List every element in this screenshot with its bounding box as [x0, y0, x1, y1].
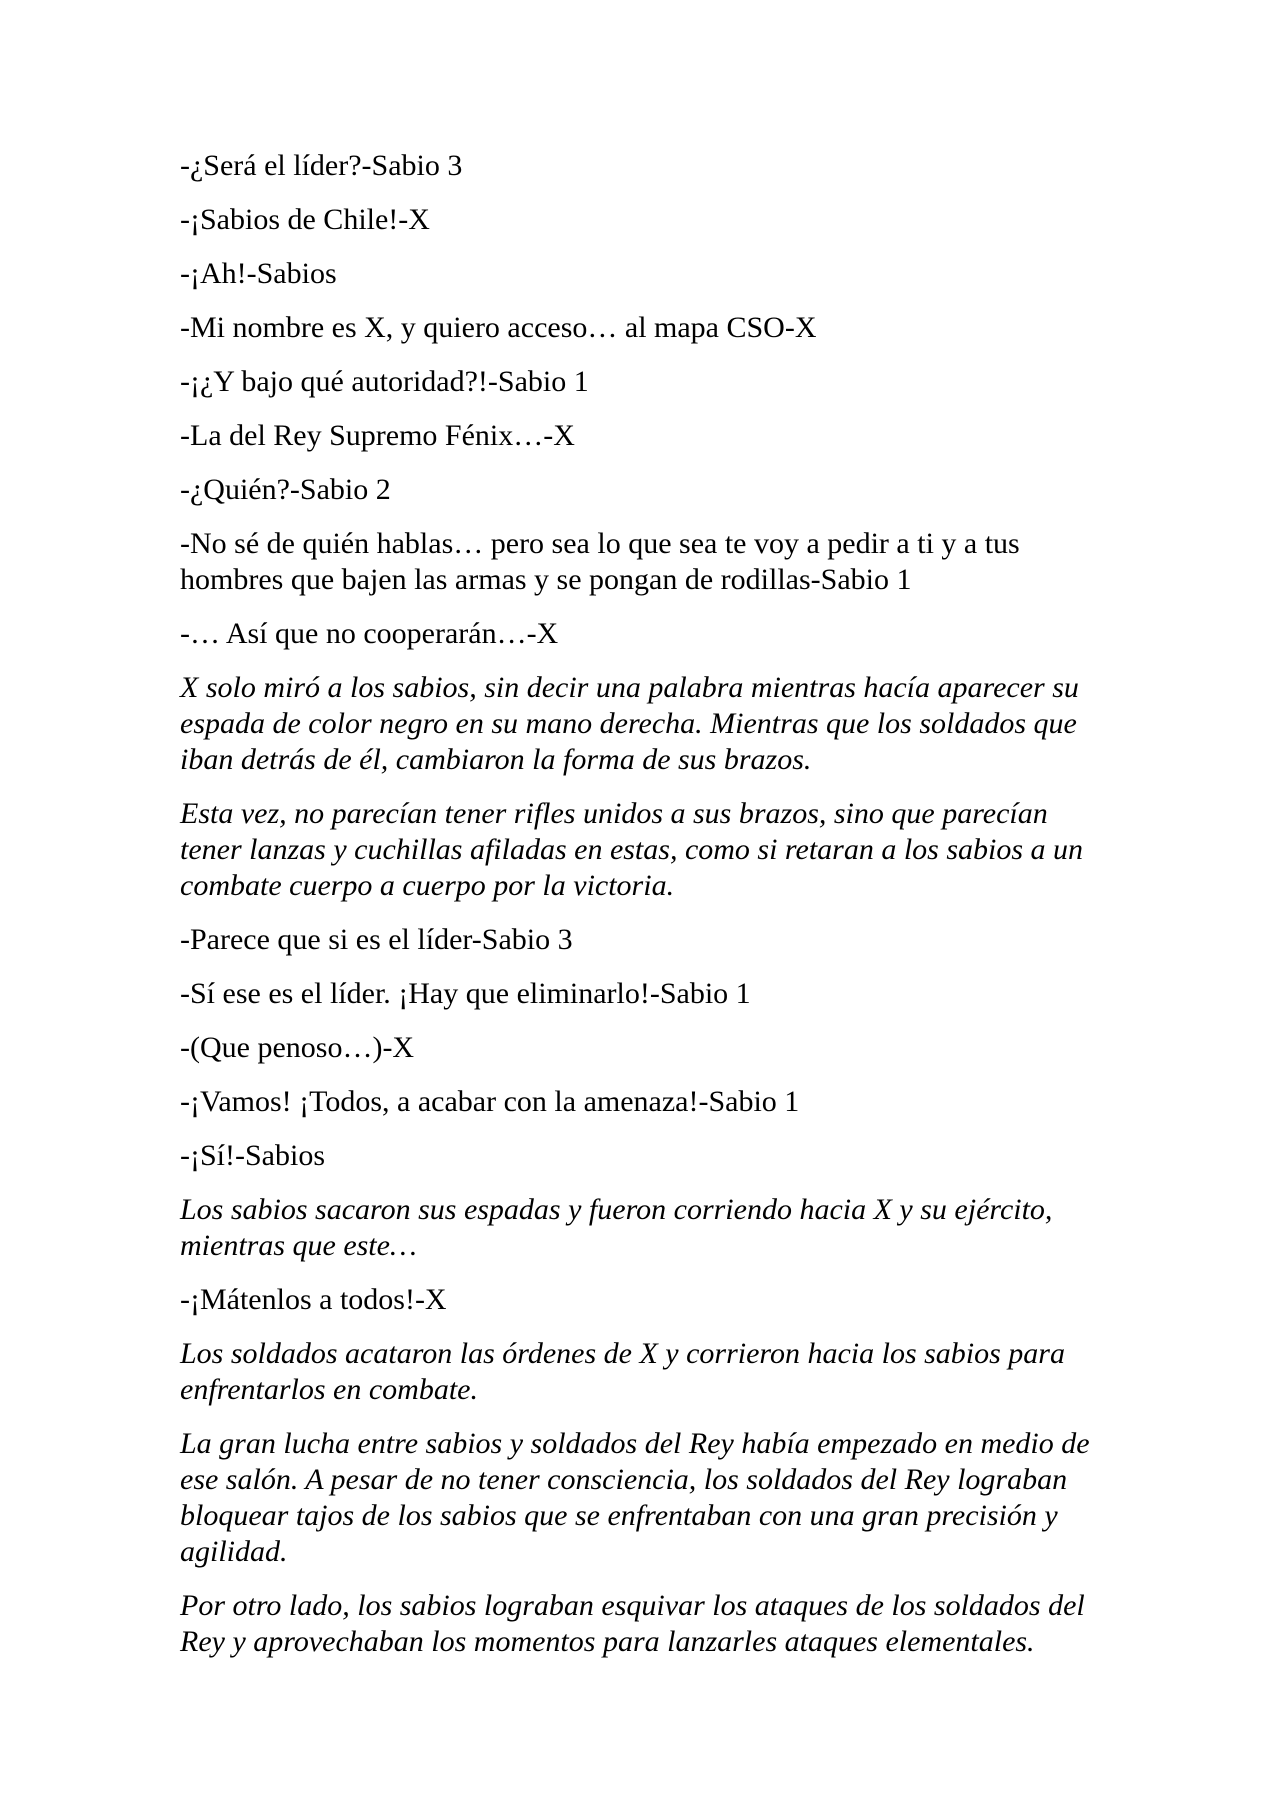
dialogue-line: -Mi nombre es X, y quiero acceso… al mapa CSO-X	[180, 311, 817, 344]
narration-paragraph: Por otro lado, los sabios lograban esquivar los ataques de los soldados del Rey y aprovechaban los momentos para lanzarles ataques elementales.	[180, 1589, 1085, 1658]
dialogue-line: -¡Vamos! ¡Todos, a acabar con la amenaza!-Sabio 1	[180, 1085, 800, 1118]
dialogue-line: -Parece que si es el líder-Sabio 3	[180, 923, 573, 956]
dialogue-line: -¡Mátenlos a todos!-X	[180, 1283, 447, 1316]
dialogue-line: -¿Quién?-Sabio 2	[180, 473, 391, 506]
narration-paragraph: X solo miró a los sabios, sin decir una palabra mientras hacía aparecer su espada de color negro en su mano derecha. Mientras que los soldados que iban detrás de él, cambiaron la forma de sus brazos.	[180, 671, 1079, 776]
narration-paragraph: Los sabios sacaron sus espadas y fueron corriendo hacia X y su ejército, mientras que este…	[180, 1193, 1053, 1262]
dialogue-line: -La del Rey Supremo Fénix…-X	[180, 419, 575, 452]
dialogue-line: -(Que penoso…)-X	[180, 1031, 415, 1064]
dialogue-line: -¡Sí!-Sabios	[180, 1139, 325, 1172]
dialogue-line: -¡Ah!-Sabios	[180, 257, 337, 290]
dialogue-line: -… Así que no cooperarán…-X	[180, 617, 559, 650]
dialogue-line: -¡Sabios de Chile!-X	[180, 203, 430, 236]
narration-paragraph: La gran lucha entre sabios y soldados del Rey había empezado en medio de ese salón. A pesar de no tener consciencia, los soldados del Rey lograban bloquear tajos de los sabios que se enfrentaban con una gran precisión y agilidad.	[180, 1427, 1090, 1568]
dialogue-line: -No sé de quién hablas… pero sea lo que sea te voy a pedir a ti y a tus hombres que bajen las armas y se pongan de rodillas-Sabio 1	[180, 527, 1020, 596]
narration-paragraph: Los soldados acataron las órdenes de X y corrieron hacia los sabios para enfrentarlos en combate.	[180, 1337, 1065, 1406]
dialogue-line: -¿Será el líder?-Sabio 3	[180, 149, 463, 182]
dialogue-line: -¡¿Y bajo qué autoridad?!-Sabio 1	[180, 365, 589, 398]
dialogue-line: -Sí ese es el líder. ¡Hay que eliminarlo!-Sabio 1	[180, 977, 751, 1010]
narration-paragraph: Esta vez, no parecían tener rifles unidos a sus brazos, sino que parecían tener lanzas y cuchillas afiladas en estas, como si retaran a los sabios a un combate cuerpo a cuerpo por la victoria.	[180, 797, 1084, 902]
